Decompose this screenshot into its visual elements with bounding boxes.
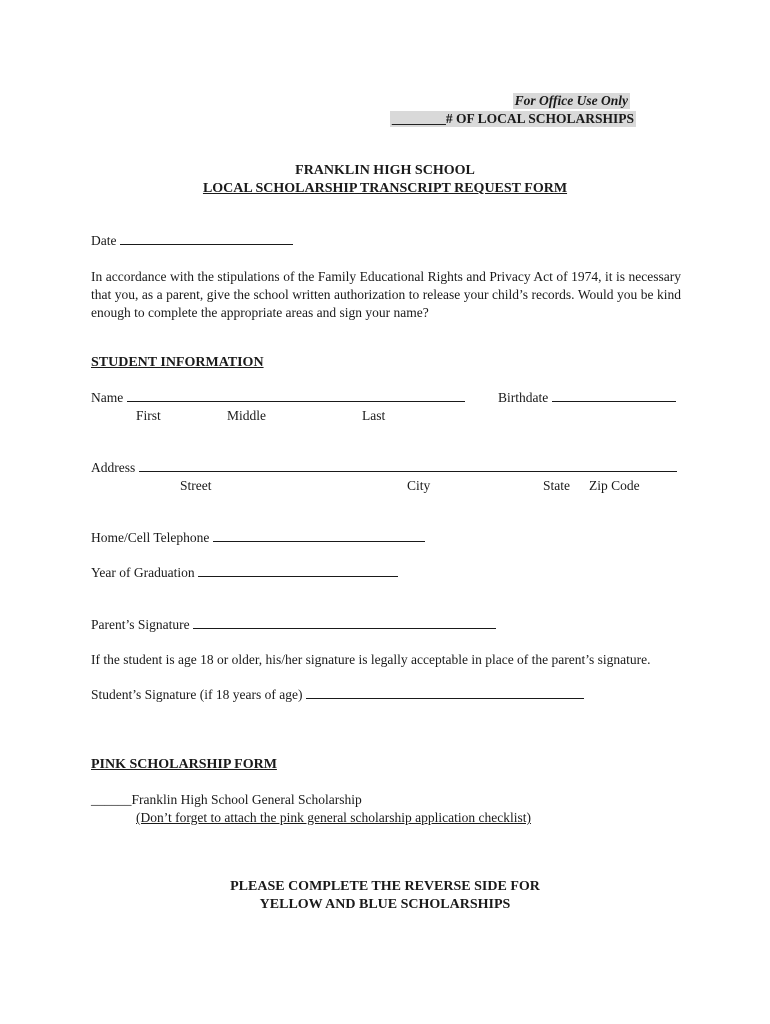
phone-field[interactable] xyxy=(213,530,425,542)
address-label: Address xyxy=(91,460,136,475)
address-field[interactable] xyxy=(139,460,677,472)
birthdate-label: Birthdate xyxy=(498,390,549,405)
student-signature-label: Student’s Signature (if 18 years of age) xyxy=(91,687,303,702)
address-zip-caption: Zip Code xyxy=(589,478,640,493)
age-note: If the student is age 18 or older, his/her signature is legally acceptable in place of the parent’s signature. xyxy=(91,652,651,667)
address-street-caption: Street xyxy=(180,478,212,493)
name-field[interactable] xyxy=(127,390,465,402)
name-row xyxy=(91,390,465,406)
school-name: FRANKLIN HIGH SCHOOL xyxy=(295,163,475,178)
name-first-caption: First xyxy=(136,408,161,423)
address-city-caption: City xyxy=(407,478,431,493)
name-label: Name xyxy=(91,390,124,405)
pink-form-heading: PINK SCHOLARSHIP FORM xyxy=(91,757,277,772)
parent-signature-label: Parent’s Signature xyxy=(91,617,190,632)
pink-scholarship-blank[interactable]: ______ xyxy=(91,792,132,807)
office-use-only-label: For Office Use Only xyxy=(514,93,628,108)
graduation-field[interactable] xyxy=(198,565,398,577)
intro-paragraph: In accordance with the stipulations of the Family Educational Rights and Privacy Act of 1974, it is necessary that you, as a parent, give the school written authorization to release your child’s records. Would you be kind enough to complete the appropriate areas and sign your name? xyxy=(91,269,681,320)
parent-signature-field[interactable] xyxy=(193,617,496,629)
parent-signature-row xyxy=(91,617,496,633)
scholarship-count-label: # OF LOCAL SCHOLARSHIPS xyxy=(445,111,634,126)
form-title: LOCAL SCHOLARSHIP TRANSCRIPT REQUEST FORM xyxy=(202,181,568,196)
closing-line-1: PLEASE COMPLETE THE REVERSE SIDE FOR xyxy=(230,879,540,894)
date-label: Date xyxy=(91,233,117,248)
birthdate-row xyxy=(498,390,676,406)
pink-scholarship-name: Franklin High School General Scholarship xyxy=(131,792,362,807)
name-last-caption: Last xyxy=(362,408,386,423)
phone-label: Home/Cell Telephone xyxy=(91,530,210,545)
closing-line-2: YELLOW AND BLUE SCHOLARSHIPS xyxy=(259,897,511,912)
student-info-heading: STUDENT INFORMATION xyxy=(91,355,264,370)
address-row xyxy=(91,460,677,476)
name-middle-caption: Middle xyxy=(227,408,266,423)
student-signature-row xyxy=(91,687,584,703)
pink-checklist-note: (Don’t forget to attach the pink general scholarship application checklist) xyxy=(136,810,532,825)
graduation-label: Year of Graduation xyxy=(91,565,195,580)
scholarship-count-blank[interactable]: ________ xyxy=(391,111,446,126)
pink-scholarship-item xyxy=(91,792,362,808)
local-scholarship-count xyxy=(390,111,636,127)
student-signature-field[interactable] xyxy=(306,687,584,699)
graduation-row xyxy=(91,565,398,581)
date-row xyxy=(91,233,293,249)
address-state-caption: State xyxy=(543,478,570,493)
phone-row xyxy=(91,530,425,546)
birthdate-field[interactable] xyxy=(552,390,676,402)
date-field[interactable] xyxy=(120,233,293,245)
